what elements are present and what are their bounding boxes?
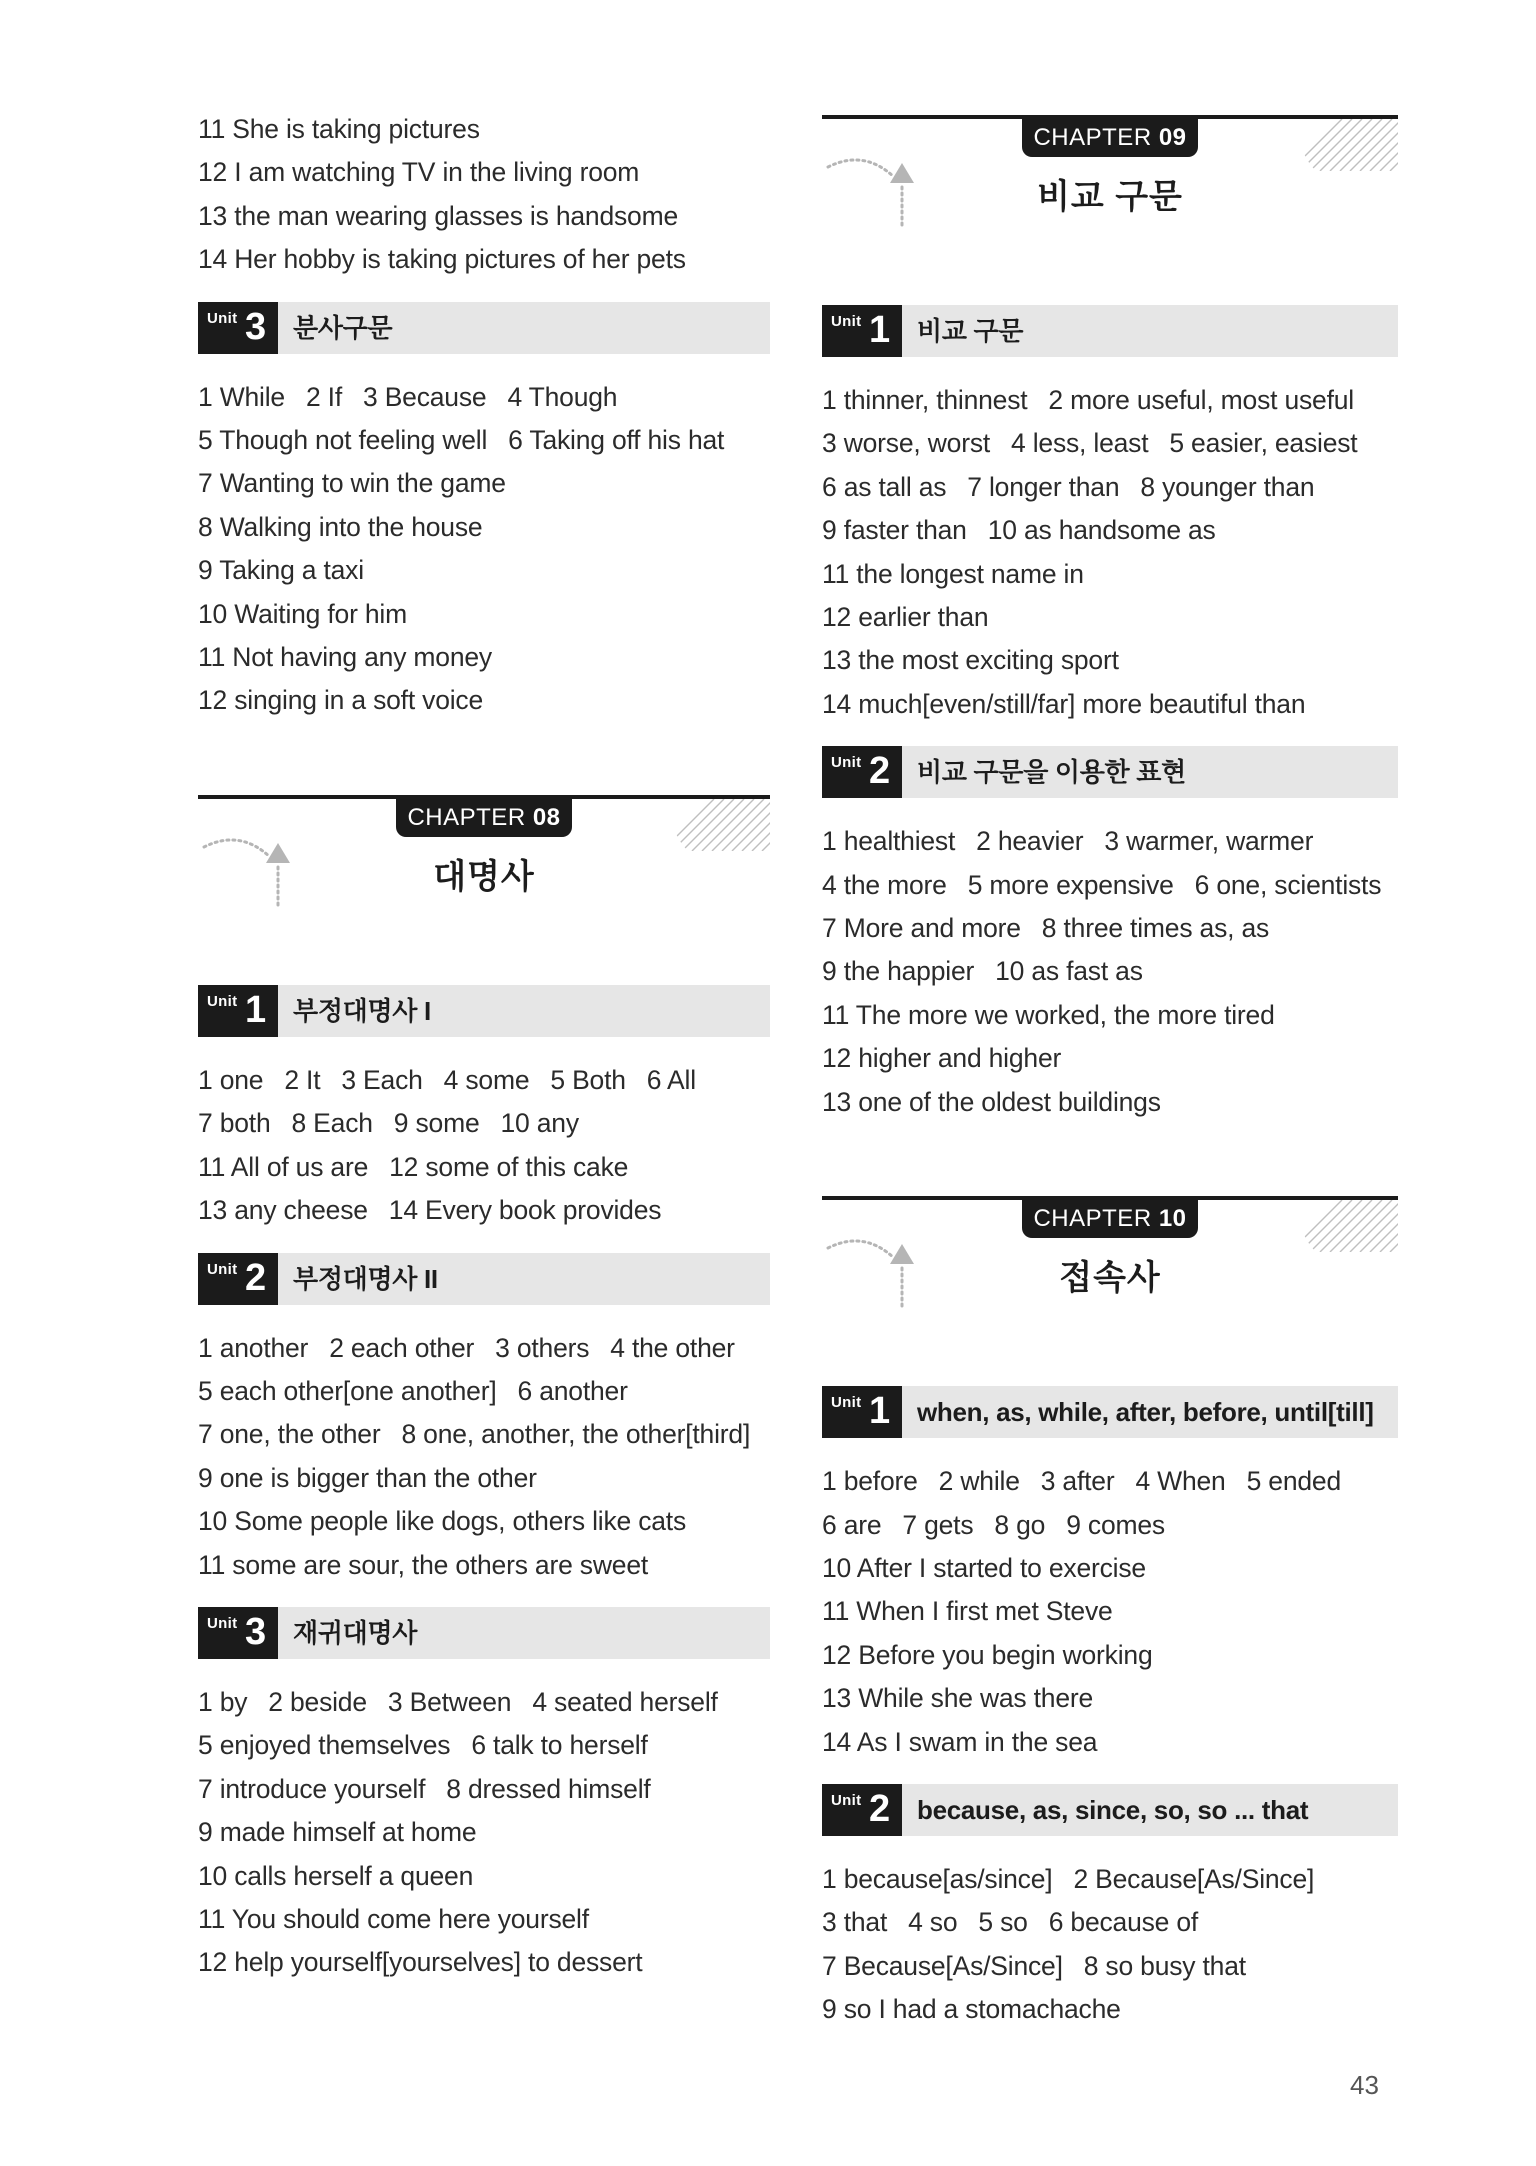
answer-item: 11 the longest name in (822, 558, 1084, 589)
unit-header (822, 1386, 1398, 1438)
answer-item: 2 It (284, 1064, 321, 1095)
answer-line (198, 151, 770, 194)
chapter-number: 09 (1158, 124, 1187, 151)
answer-item: 8 so busy that (1083, 1950, 1246, 1981)
answer-line (822, 1677, 1398, 1720)
answer-line (198, 1059, 770, 1102)
answer-item: 11 She is taking pictures (198, 114, 480, 144)
right-column (822, 115, 1398, 2032)
answer-item: 10 Waiting for him (198, 598, 407, 629)
answer-line (198, 1457, 770, 1500)
answer-line (822, 1081, 1398, 1124)
answer-item: 9 comes (1066, 1509, 1165, 1540)
unit-header (822, 746, 1398, 798)
answer-item: 6 because of (1048, 1907, 1199, 1938)
answer-item: 6 All (646, 1064, 696, 1095)
answer-item: 11 You should come here yourself (198, 1903, 589, 1934)
answer-line (822, 1721, 1398, 1764)
answer-line (198, 238, 770, 281)
unit-label: Unit (207, 1614, 238, 1632)
answer-line (822, 466, 1398, 509)
answer-line (198, 376, 770, 419)
unit-title: 부정대명사 I (293, 995, 431, 1026)
answer-list (822, 1858, 1398, 2032)
answer-item: 11 When I first met Steve (822, 1596, 1113, 1627)
unit-number: 2 (869, 1787, 891, 1830)
unit-badge (822, 1386, 902, 1438)
unit-title: when, as, while, after, before, until[till] (917, 1397, 1374, 1428)
answer-line (198, 679, 770, 722)
answer-item: 5 enjoyed themselves (198, 1730, 451, 1761)
answer-item: 1 by (198, 1686, 248, 1717)
answer-line (198, 1768, 770, 1811)
answer-item: 8 go (994, 1509, 1046, 1540)
answer-item: 5 so (978, 1907, 1028, 1938)
hatch-decoration-icon (1300, 1200, 1398, 1252)
answer-line (822, 1901, 1398, 1944)
answer-line (198, 593, 770, 636)
answer-list (198, 1327, 770, 1587)
answer-item: 2 while (938, 1466, 1020, 1497)
answer-line (198, 1898, 770, 1941)
answer-item: 9 one is bigger than the other (198, 1462, 537, 1493)
unit-label: Unit (207, 992, 238, 1010)
answer-line (822, 994, 1398, 1037)
answer-item: 7 More and more (822, 913, 1021, 944)
answer-list (822, 379, 1398, 726)
answer-item: 4 less, least (1011, 428, 1149, 459)
answer-item: 10 as handsome as (987, 515, 1216, 546)
unit-title: 비교 구문 (917, 316, 1024, 346)
answer-item: 5 more expensive (967, 869, 1174, 900)
answer-item: 2 Because[As/Since] (1073, 1863, 1315, 1894)
unit-header (822, 1784, 1398, 1836)
chapter-number: 08 (532, 803, 561, 831)
answer-item: 4 the more (822, 869, 947, 900)
answer-item: 4 Though (507, 381, 618, 412)
answer-item: 13 any cheese (198, 1195, 368, 1226)
chapter-label: CHAPTER (407, 803, 526, 831)
answer-item: 4 seated herself (532, 1686, 718, 1717)
answer-item: 3 others (495, 1332, 590, 1363)
unit-badge (198, 302, 278, 354)
answer-line (822, 1988, 1398, 2031)
answer-line (822, 639, 1398, 682)
chapter-header (822, 1196, 1398, 1358)
answer-item: 6 one, scientists (1194, 869, 1382, 900)
unit-label: Unit (831, 313, 862, 330)
answer-line (198, 1724, 770, 1767)
answer-item: 3 Because (363, 381, 487, 412)
unit-badge (198, 1607, 278, 1659)
answer-item: 12 I am watching TV in the living room (198, 157, 640, 188)
answer-line (198, 1413, 770, 1456)
answer-item: 8 one, another, the other[third] (401, 1419, 751, 1450)
answer-line (822, 820, 1398, 863)
answer-item: 10 as fast as (995, 956, 1143, 987)
unit-number: 2 (869, 750, 891, 793)
unit-number: 1 (245, 988, 267, 1031)
answer-item: 6 Taking off his hat (508, 425, 725, 456)
answer-item: 1 another (198, 1332, 309, 1363)
answer-line (198, 1544, 770, 1587)
answer-list (198, 1681, 770, 1985)
answer-item: 4 When (1135, 1466, 1226, 1497)
left-column (198, 108, 770, 1985)
answer-item: 14 Her hobby is taking pictures of her pets (198, 244, 686, 275)
answer-item: 14 As I swam in the sea (822, 1726, 1098, 1757)
answer-item: 1 thinner, thinnest (822, 385, 1028, 415)
answer-line (822, 553, 1398, 596)
unit-label: Unit (207, 309, 238, 327)
answer-item: 13 the most exciting sport (822, 645, 1119, 676)
answer-item: 3 Between (387, 1686, 512, 1717)
answer-item: 13 While she was there (822, 1683, 1094, 1714)
answer-item: 3 after (1040, 1466, 1115, 1497)
answer-item: 2 each other (329, 1332, 475, 1363)
chapter-tab (1022, 1200, 1198, 1238)
answer-line (822, 509, 1398, 552)
answer-item: 6 talk to herself (471, 1730, 648, 1761)
answer-item: 4 the other (610, 1332, 735, 1363)
answer-item: 5 easier, easiest (1169, 428, 1358, 459)
answer-item: 7 introduce yourself (198, 1773, 426, 1804)
answer-item: 5 Though not feeling well (198, 425, 488, 456)
unit-title: 비교 구문을 이용한 표현 (917, 757, 1186, 788)
answer-list (822, 1460, 1398, 1764)
unit-label: Unit (207, 1260, 238, 1278)
answer-line (198, 1146, 770, 1189)
answer-line (198, 549, 770, 592)
answer-line (822, 1590, 1398, 1633)
page-number: 43 (1350, 2070, 1379, 2100)
answer-item: 11 The more we worked, the more tired (822, 999, 1275, 1030)
unit-header (198, 1253, 770, 1305)
answer-item: 9 faster than (822, 515, 967, 546)
unit-number: 1 (869, 309, 891, 351)
answer-item: 8 three times as, as (1041, 913, 1270, 944)
unit-title: 분사구문 (293, 312, 393, 343)
answer-line (198, 195, 770, 238)
answer-line (198, 419, 770, 462)
answer-item: 12 singing in a soft voice (198, 685, 484, 716)
chapter-label: CHAPTER (1033, 1205, 1152, 1233)
answer-item: 1 While (198, 381, 285, 412)
unit-number: 3 (245, 305, 267, 348)
answer-item: 10 Some people like dogs, others like cats (198, 1506, 687, 1537)
unit-title: because, as, since, so, so ... that (917, 1794, 1309, 1825)
answer-item: 9 Taking a taxi (198, 555, 364, 586)
unit-number: 2 (245, 1256, 267, 1299)
answer-item: 12 Before you begin working (822, 1639, 1153, 1670)
unit-label: Unit (831, 754, 862, 772)
unit-number: 3 (245, 1610, 267, 1653)
answer-item: 7 gets (902, 1509, 974, 1540)
answer-item: 2 beside (268, 1686, 367, 1717)
chapter-number: 10 (1158, 1205, 1187, 1233)
answer-item: 7 one, the other (198, 1419, 381, 1450)
answer-item: 2 heavier (976, 826, 1084, 857)
hatch-decoration-icon (672, 799, 770, 851)
answer-line (822, 1460, 1398, 1503)
answer-line (198, 1855, 770, 1898)
answer-line (198, 1681, 770, 1724)
answer-item: 11 All of us are (198, 1151, 369, 1182)
answer-item: 8 Each (291, 1108, 373, 1139)
answer-line (822, 683, 1398, 726)
answer-item: 1 because[as/since] (822, 1863, 1053, 1894)
answer-item: 11 Not having any money (198, 642, 492, 673)
answer-item: 10 any (500, 1108, 579, 1139)
unit-badge (822, 1784, 902, 1836)
answer-line (198, 1941, 770, 1984)
unit-badge (822, 305, 902, 357)
answer-item: 14 Every book provides (388, 1195, 662, 1226)
unit-label: Unit (831, 1791, 862, 1809)
answer-item: 6 another (517, 1375, 628, 1406)
answer-item: 5 ended (1246, 1466, 1342, 1497)
answer-item: 6 are (822, 1509, 882, 1540)
answer-item: 12 higher and higher (822, 1043, 1062, 1074)
answer-item: 3 that (822, 1907, 888, 1938)
answer-item: 7 longer than (967, 471, 1120, 502)
answer-line (822, 1037, 1398, 1080)
answer-line (822, 907, 1398, 950)
answer-list (822, 820, 1398, 1124)
answer-item: 7 both (198, 1108, 271, 1139)
answer-item: 3 worse, worst (822, 428, 991, 459)
answer-item: 9 made himself at home (198, 1817, 477, 1848)
answer-item: 8 Walking into the house (198, 511, 483, 542)
unit-badge (198, 1253, 278, 1305)
answer-item: 3 warmer, warmer (1104, 826, 1314, 857)
answer-item: 12 earlier than (822, 602, 989, 633)
answer-item: 8 younger than (1140, 471, 1315, 502)
answer-line (198, 506, 770, 549)
answer-line (822, 1634, 1398, 1677)
answer-item: 7 Because[As/Since] (822, 1950, 1063, 1981)
answer-item: 9 so I had a stomachache (822, 1994, 1121, 2025)
unit-header (198, 985, 770, 1037)
answer-line (198, 1189, 770, 1232)
chapter-tab (396, 799, 572, 837)
answer-item: 1 healthiest (822, 826, 956, 857)
hatch-decoration-icon (1300, 119, 1398, 171)
answer-line (198, 636, 770, 679)
answer-line (822, 950, 1398, 993)
answer-line (822, 1547, 1398, 1590)
unit-badge (198, 985, 278, 1037)
answer-item: 2 If (305, 381, 342, 412)
unit-title: 재귀대명사 (293, 1617, 418, 1648)
answer-line (198, 462, 770, 505)
answer-item: 11 some are sour, the others are sweet (198, 1549, 649, 1580)
answer-item: 8 dressed himself (446, 1773, 651, 1804)
unit-badge (822, 746, 902, 798)
unit-header (822, 305, 1398, 357)
chapter-tab (1022, 119, 1198, 157)
answer-list (198, 108, 770, 282)
answer-item: 4 some (443, 1064, 530, 1095)
chapter-title: 접속사 (1059, 1259, 1161, 1298)
answer-item: 6 as tall as (822, 471, 947, 502)
answer-item: 12 help yourself[yourselves] to dessert (198, 1947, 643, 1978)
answer-item: 1 before (822, 1466, 918, 1497)
answer-line (198, 1370, 770, 1413)
answer-line (198, 1811, 770, 1854)
answer-item: 2 more useful, most useful (1048, 385, 1354, 415)
chapter-header (822, 115, 1398, 277)
answer-item: 14 much[even/still/far] more beautiful than (822, 688, 1306, 719)
answer-item: 5 each other[one another] (198, 1375, 497, 1406)
answer-item: 7 Wanting to win the game (198, 468, 506, 499)
unit-title: 부정대명사 II (293, 1263, 438, 1294)
chapter-header (198, 795, 770, 957)
answer-line (198, 1102, 770, 1145)
answer-line (198, 108, 770, 151)
answer-item: 3 Each (341, 1064, 423, 1095)
answer-line (822, 1945, 1398, 1988)
answer-line (822, 864, 1398, 907)
unit-header (198, 302, 770, 354)
answer-line (198, 1327, 770, 1370)
answer-item: 4 so (908, 1907, 958, 1938)
answer-item: 9 some (393, 1108, 480, 1139)
chapter-title: 비교 구문 (1037, 178, 1183, 216)
answer-list (198, 1059, 770, 1233)
chapter-title: 대명사 (433, 857, 535, 896)
answer-item: 12 some of this cake (389, 1151, 629, 1182)
answer-item: 13 one of the oldest buildings (822, 1086, 1161, 1117)
answer-item: 10 calls herself a queen (198, 1860, 474, 1891)
answer-line (822, 422, 1398, 465)
unit-number: 1 (869, 1390, 891, 1433)
chapter-label: CHAPTER (1033, 124, 1152, 151)
answer-line (822, 596, 1398, 639)
answer-item: 5 Both (550, 1064, 626, 1095)
answer-item: 10 After I started to exercise (822, 1552, 1146, 1583)
answer-line (822, 379, 1398, 422)
answer-line (822, 1858, 1398, 1901)
answer-item: 13 the man wearing glasses is handsome (198, 200, 678, 231)
answer-item: 9 the happier (822, 956, 975, 987)
unit-label: Unit (831, 1394, 862, 1412)
answer-item: 1 one (198, 1064, 264, 1095)
answer-list (198, 376, 770, 723)
answer-line (198, 1500, 770, 1543)
answer-line (822, 1504, 1398, 1547)
unit-header (198, 1607, 770, 1659)
